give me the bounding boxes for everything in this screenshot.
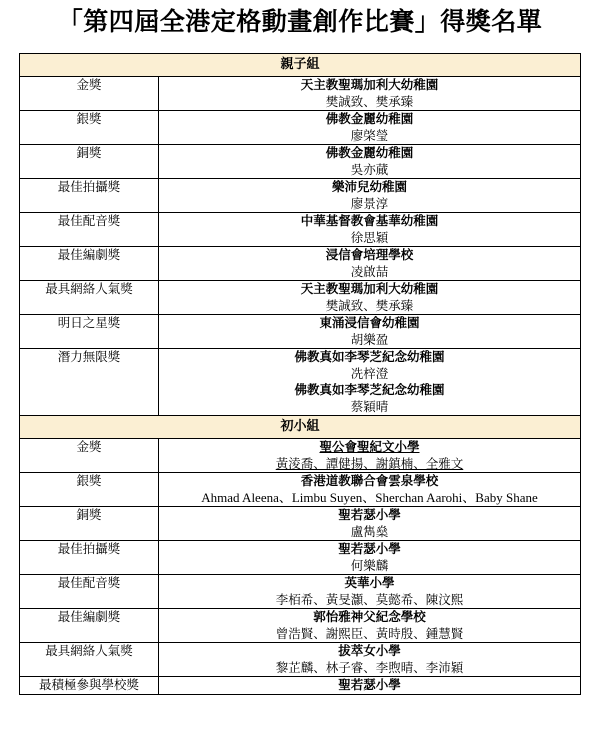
award-row [20, 507, 581, 541]
winner-entry [159, 213, 580, 246]
award-row [20, 439, 581, 473]
winner-entry [159, 77, 580, 110]
section-header [20, 416, 581, 439]
award-row [20, 609, 581, 643]
school-name: 聖若瑟小學 [338, 541, 401, 556]
student-names: 曾浩賢、謝熙臣、黃時殷、鍾慧賢 [275, 626, 464, 641]
award-row [20, 575, 581, 609]
award-name: 最佳配音獎 [20, 575, 159, 609]
award-name: 金獎 [20, 439, 159, 473]
student-names: 吳亦蕆 [350, 162, 389, 177]
winner-cell [159, 575, 581, 609]
winner-entry [159, 643, 580, 676]
student-names: 黃淩喬、譚健揚、謝鎮楠、全雅文 [275, 456, 464, 471]
school-name: 佛教真如李琴芝紀念幼稚園 [294, 382, 445, 397]
award-row [20, 541, 581, 575]
winner-entry [159, 473, 580, 506]
winner-entry [159, 145, 580, 178]
winner-entry [159, 507, 580, 540]
school-name: 佛教真如李琴芝紀念幼稚園 [294, 349, 445, 364]
student-names: 蔡穎晴 [350, 399, 389, 414]
winner-cell [159, 281, 581, 315]
school-name: 聖公會聖紀文小學 [319, 439, 420, 454]
winner-cell [159, 179, 581, 213]
award-row [20, 213, 581, 247]
school-name: 中華基督教會基華幼稚園 [300, 213, 439, 228]
student-names: 廖景淳 [350, 196, 389, 211]
school-name: 天主教聖瑪加利大幼稚園 [300, 281, 439, 296]
school-name: 佛教金麗幼稚園 [325, 145, 414, 160]
winner-entry [159, 179, 580, 212]
student-names: 樊誠致、樊承臻 [325, 298, 414, 313]
winner-cell [159, 111, 581, 145]
winner-cell [159, 439, 581, 473]
award-name: 最佳編劇獎 [20, 247, 159, 281]
award-row [20, 643, 581, 677]
award-name: 金獎 [20, 77, 159, 111]
winner-entry [159, 439, 580, 472]
winner-cell [159, 315, 581, 349]
winner-cell [159, 247, 581, 281]
award-name: 銅獎 [20, 507, 159, 541]
winner-cell [159, 643, 581, 677]
award-name: 最具網絡人氣獎 [20, 643, 159, 677]
winner-entry [159, 315, 580, 348]
award-row [20, 247, 581, 281]
school-name: 東涌浸信會幼稚園 [319, 315, 420, 330]
school-name: 天主教聖瑪加利大幼稚園 [300, 77, 439, 92]
winner-cell [159, 77, 581, 111]
award-name: 最佳配音獎 [20, 213, 159, 247]
student-names: 盧雋燊 [350, 524, 389, 539]
winner-entry [159, 541, 580, 574]
award-name: 銅獎 [20, 145, 159, 179]
student-names: 廖棨瑩 [350, 128, 389, 143]
winner-cell [159, 349, 581, 416]
award-row [20, 473, 581, 507]
student-names: 李栢希、黃旻灝、莫懿希、陳汶熙 [275, 592, 464, 607]
winner-cell [159, 541, 581, 575]
school-name: 英華小學 [344, 575, 395, 590]
student-names: 凌啟喆 [350, 264, 389, 279]
award-name: 明日之星獎 [20, 315, 159, 349]
award-name: 最佳編劇獎 [20, 609, 159, 643]
winner-entry [159, 281, 580, 314]
award-row [20, 315, 581, 349]
student-names: Ahmad Aleena、Limbu Suyen、Sherchan Aarohi、Baby Shane [201, 490, 538, 505]
winner-cell [159, 473, 581, 507]
section-title: 初小組 [20, 416, 581, 439]
award-name: 銀獎 [20, 473, 159, 507]
award-name: 最積極參與學校獎 [20, 677, 159, 695]
winner-entry [159, 609, 580, 642]
student-names: 樊誠致、樊承臻 [325, 94, 414, 109]
award-name: 最具網絡人氣獎 [20, 281, 159, 315]
winner-cell [159, 213, 581, 247]
winner-entry [159, 247, 580, 280]
winner-entry [159, 111, 580, 144]
student-names: 胡樂盈 [350, 332, 389, 347]
school-name: 樂沛兒幼稚園 [331, 179, 407, 194]
award-row [20, 77, 581, 111]
section-header [20, 54, 581, 77]
winner-cell [159, 507, 581, 541]
student-names: 何樂麟 [350, 558, 389, 573]
award-row [20, 349, 581, 416]
award-row [20, 677, 581, 695]
school-name: 郭怡雅神父紀念學校 [313, 609, 426, 624]
winner-cell [159, 609, 581, 643]
student-names: 冼梓澄 [350, 366, 389, 381]
winner-cell [159, 145, 581, 179]
school-name: 聖若瑟小學 [338, 507, 401, 522]
student-names: 徐思穎 [350, 230, 389, 245]
school-name: 浸信會培理學校 [325, 247, 414, 262]
winner-entry [159, 349, 580, 382]
section-title: 親子組 [20, 54, 581, 77]
award-name: 最佳拍攝獎 [20, 541, 159, 575]
winner-cell [159, 677, 581, 695]
award-name: 潛力無限獎 [20, 349, 159, 416]
page-title: 「第四屆全港定格動畫創作比賽」得獎名單 [57, 7, 543, 36]
winner-entry [159, 677, 580, 694]
award-row [20, 281, 581, 315]
winner-entry [159, 575, 580, 608]
school-name: 拔萃女小學 [338, 643, 401, 658]
award-name: 銀獎 [20, 111, 159, 145]
award-row [20, 179, 581, 213]
award-row [20, 111, 581, 145]
winner-entry [159, 382, 580, 415]
awards-table [19, 53, 581, 695]
award-name: 最佳拍攝獎 [20, 179, 159, 213]
school-name: 佛教金麗幼稚園 [325, 111, 414, 126]
school-name: 聖若瑟小學 [338, 677, 401, 692]
student-names: 黎芷麟、林子睿、李煦晴、李沛穎 [275, 660, 464, 675]
school-name: 香港道教聯合會雲泉學校 [300, 473, 439, 488]
award-row [20, 145, 581, 179]
